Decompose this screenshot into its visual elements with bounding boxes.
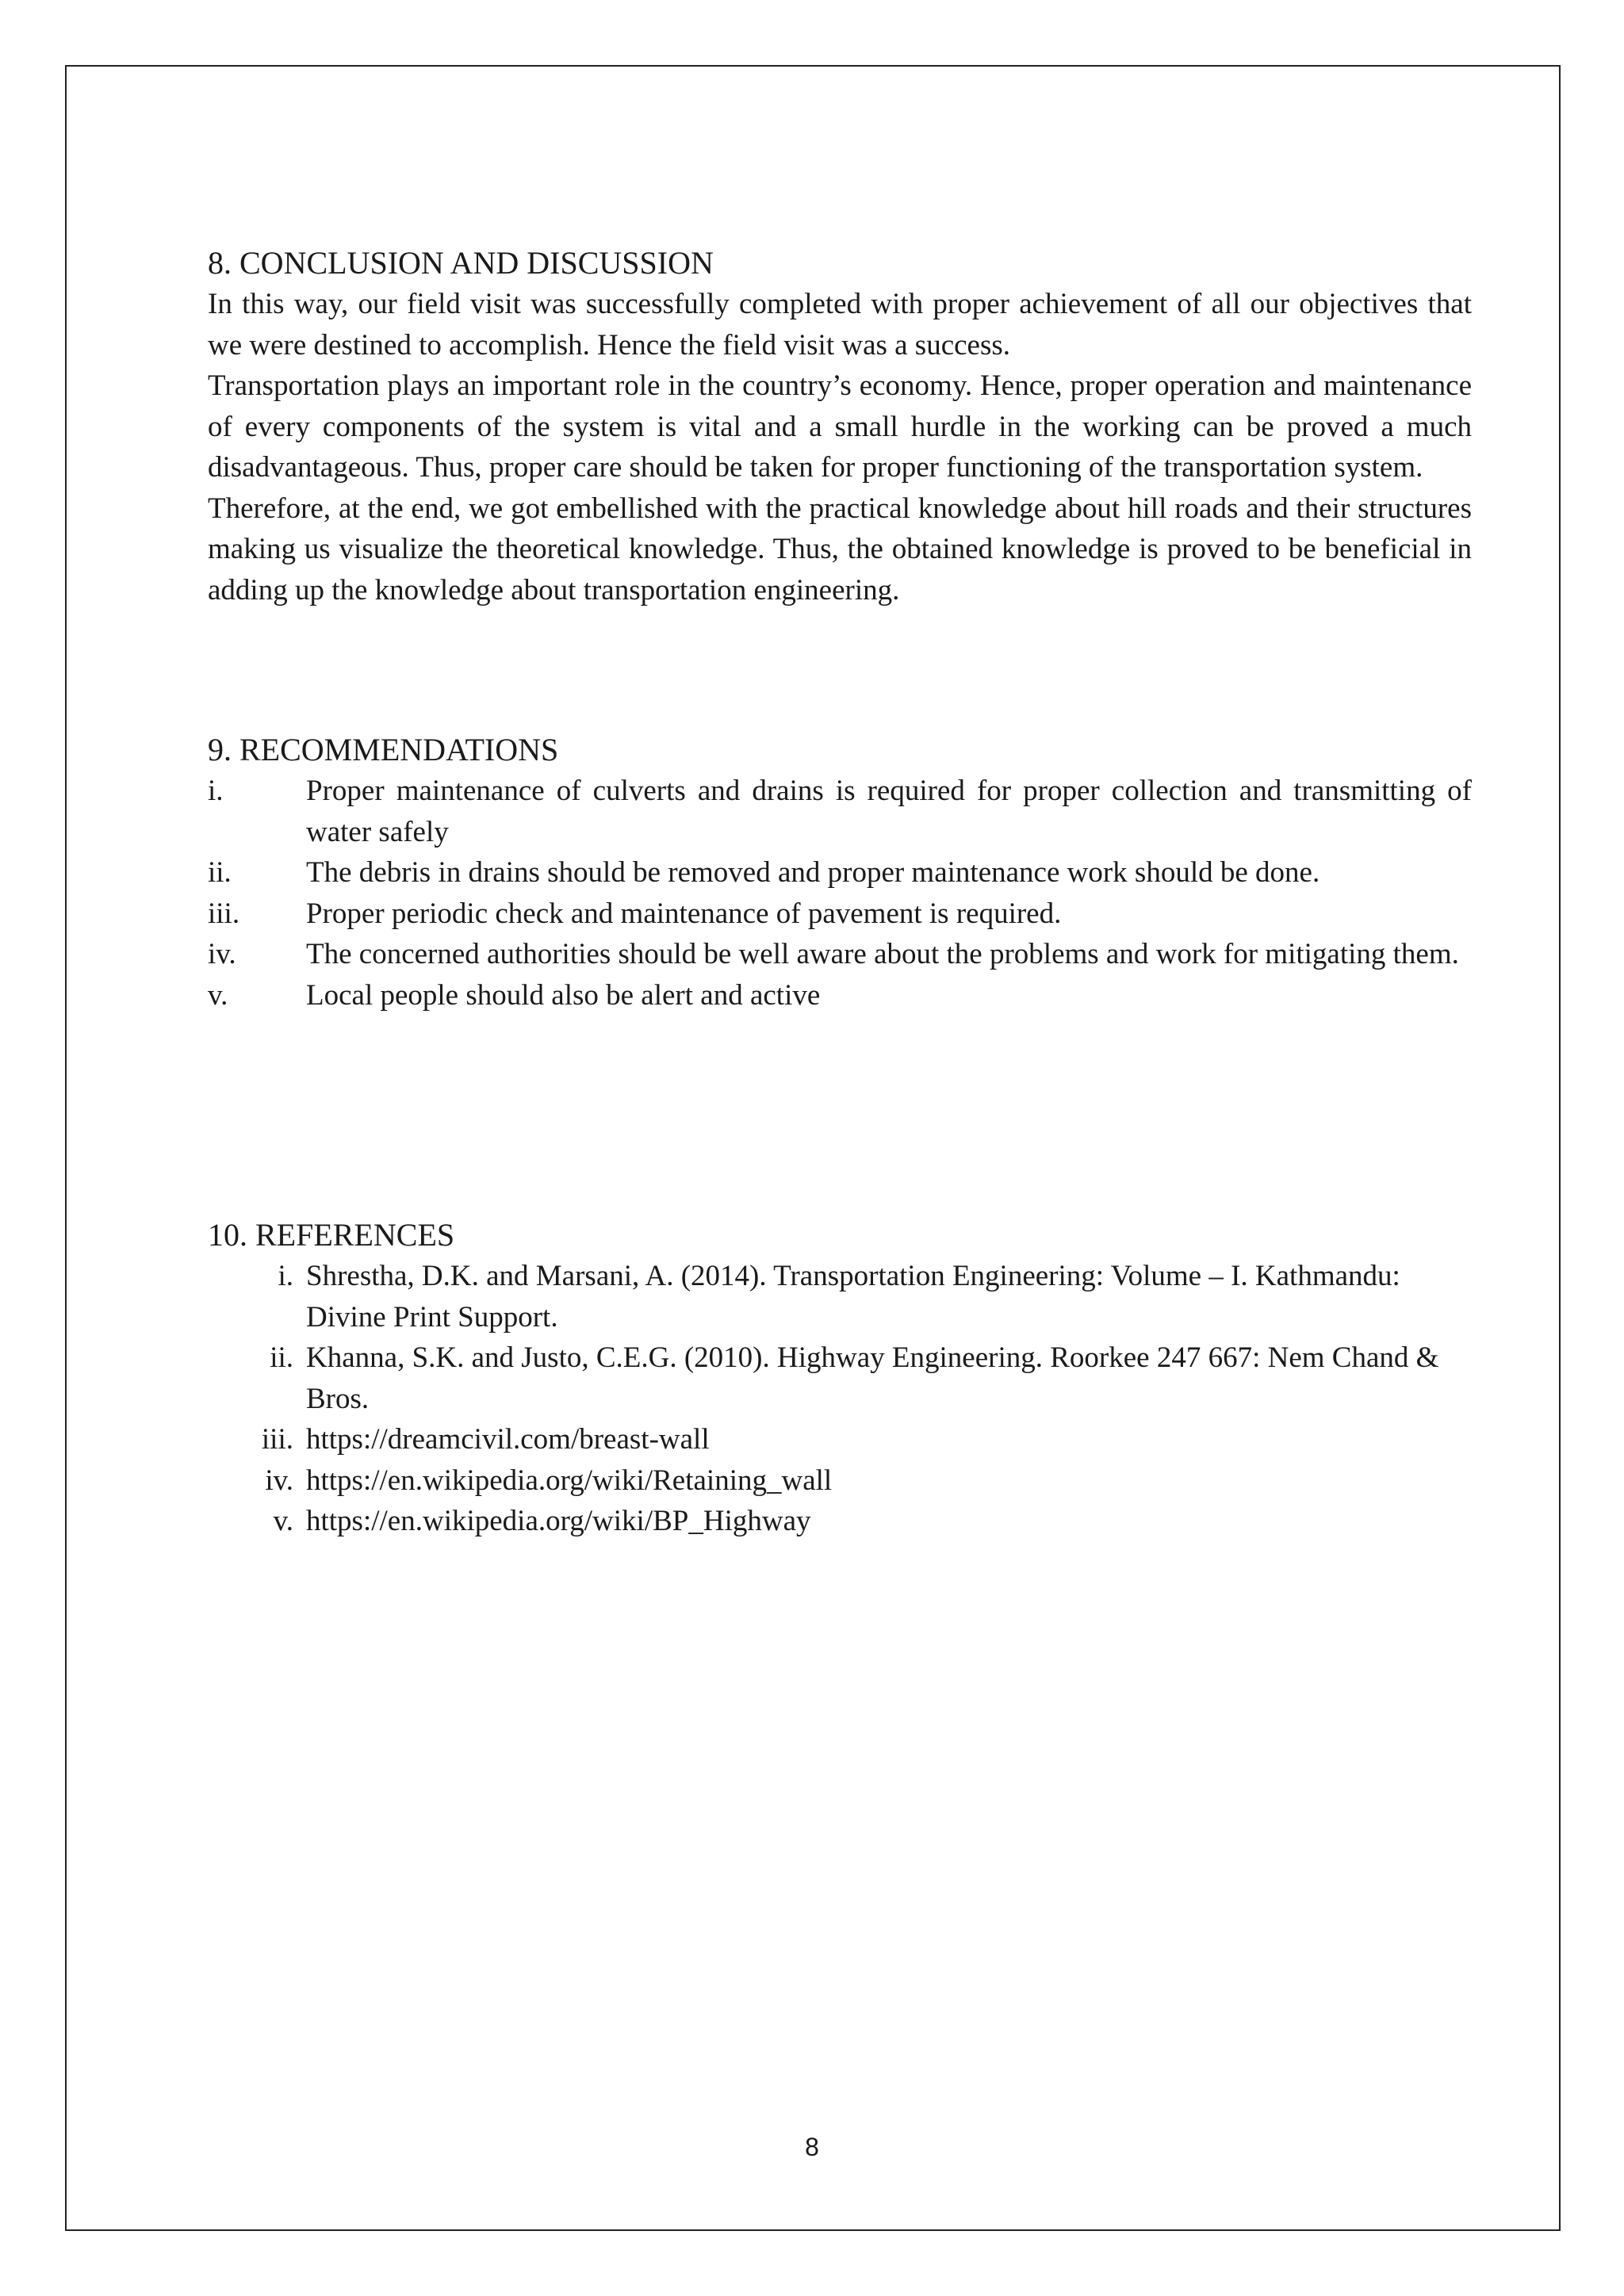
paragraph: Transportation plays an important role in the country’s economy. Hence, proper operation and maintenance of every components of the system is vital and a small hurdle in the working can be proved a much disadvantageous. Thus, proper care should be taken for proper functioning of the transportation system.: [208, 369, 1472, 484]
reference-number: v.: [273, 1505, 293, 1537]
reference-item: [208, 1256, 1472, 1337]
list-item-text: The concerned authorities should be well aware about the problems and work for mitigating them.: [306, 938, 1459, 970]
section-heading-conclusion: 8. CONCLUSION AND DISCUSSION: [208, 245, 714, 281]
recommendations-list: [208, 771, 1472, 1016]
reference-number: i.: [278, 1260, 293, 1292]
reference-item: [208, 1460, 1472, 1502]
reference-number: iv.: [265, 1464, 293, 1497]
references-list: [208, 1256, 1472, 1542]
list-item: [208, 975, 1472, 1016]
list-item: [208, 771, 1472, 852]
reference-item: [208, 1419, 1472, 1460]
list-item: [208, 894, 1472, 935]
list-item-number: i.: [208, 775, 224, 807]
reference-link: https://dreamcivil.com/breast-wall: [306, 1423, 710, 1456]
reference-item: [208, 1501, 1472, 1542]
reference-number: iii.: [261, 1423, 293, 1456]
reference-link: https://en.wikipedia.org/wiki/Retaining_wall: [306, 1464, 833, 1497]
page-number: 8: [805, 2133, 819, 2161]
list-item-text: The debris in drains should be removed and proper maintenance work should be done.: [306, 856, 1320, 889]
list-item-number: v.: [208, 978, 228, 1012]
section-references: [208, 1215, 1472, 1542]
list-item-text: Proper maintenance of culverts and drains is required for proper collection and transmitting of water safely: [306, 775, 1472, 848]
list-item-text: Proper periodic check and maintenance of pavement is required.: [306, 897, 1062, 930]
reference-text: Shrestha, D.K. and Marsani, A. (2014). Transportation Engineering: Volume – I. Kathmandu: Divine Print Support.: [306, 1260, 1400, 1334]
list-item: [208, 852, 1472, 894]
reference-number: ii.: [270, 1341, 293, 1374]
reference-link: https://en.wikipedia.org/wiki/BP_Highway: [306, 1505, 811, 1537]
paragraph: In this way, our field visit was successfully completed with proper achievement of all our objectives that we were destined to accomplish. Hence the field visit was a success.: [208, 288, 1472, 362]
section-conclusion: [208, 243, 1472, 610]
list-item-number: iv.: [208, 938, 236, 970]
reference-item: [208, 1337, 1472, 1419]
list-item-number: ii.: [208, 856, 232, 889]
paragraph: Therefore, at the end, we got embellished with the practical knowledge about hill roads and their structures making us visualize the theoretical knowledge. Thus, the obtained knowledge is proved to be beneficial in adding up the knowledge about transportation engineering.: [208, 492, 1472, 607]
list-item-number: iii.: [208, 897, 240, 930]
list-item: [208, 934, 1472, 975]
reference-text: Khanna, S.K. and Justo, C.E.G. (2010). Highway Engineering. Roorkee 247 667: Nem Chand & Bros.: [306, 1341, 1439, 1415]
section-heading-recommendations: 9. RECOMMENDATIONS: [208, 732, 559, 767]
list-item-text: Local people should also be alert and active: [306, 978, 821, 1012]
section-heading-references: 10. REFERENCES: [208, 1217, 455, 1253]
section-recommendations: [208, 729, 1472, 1016]
